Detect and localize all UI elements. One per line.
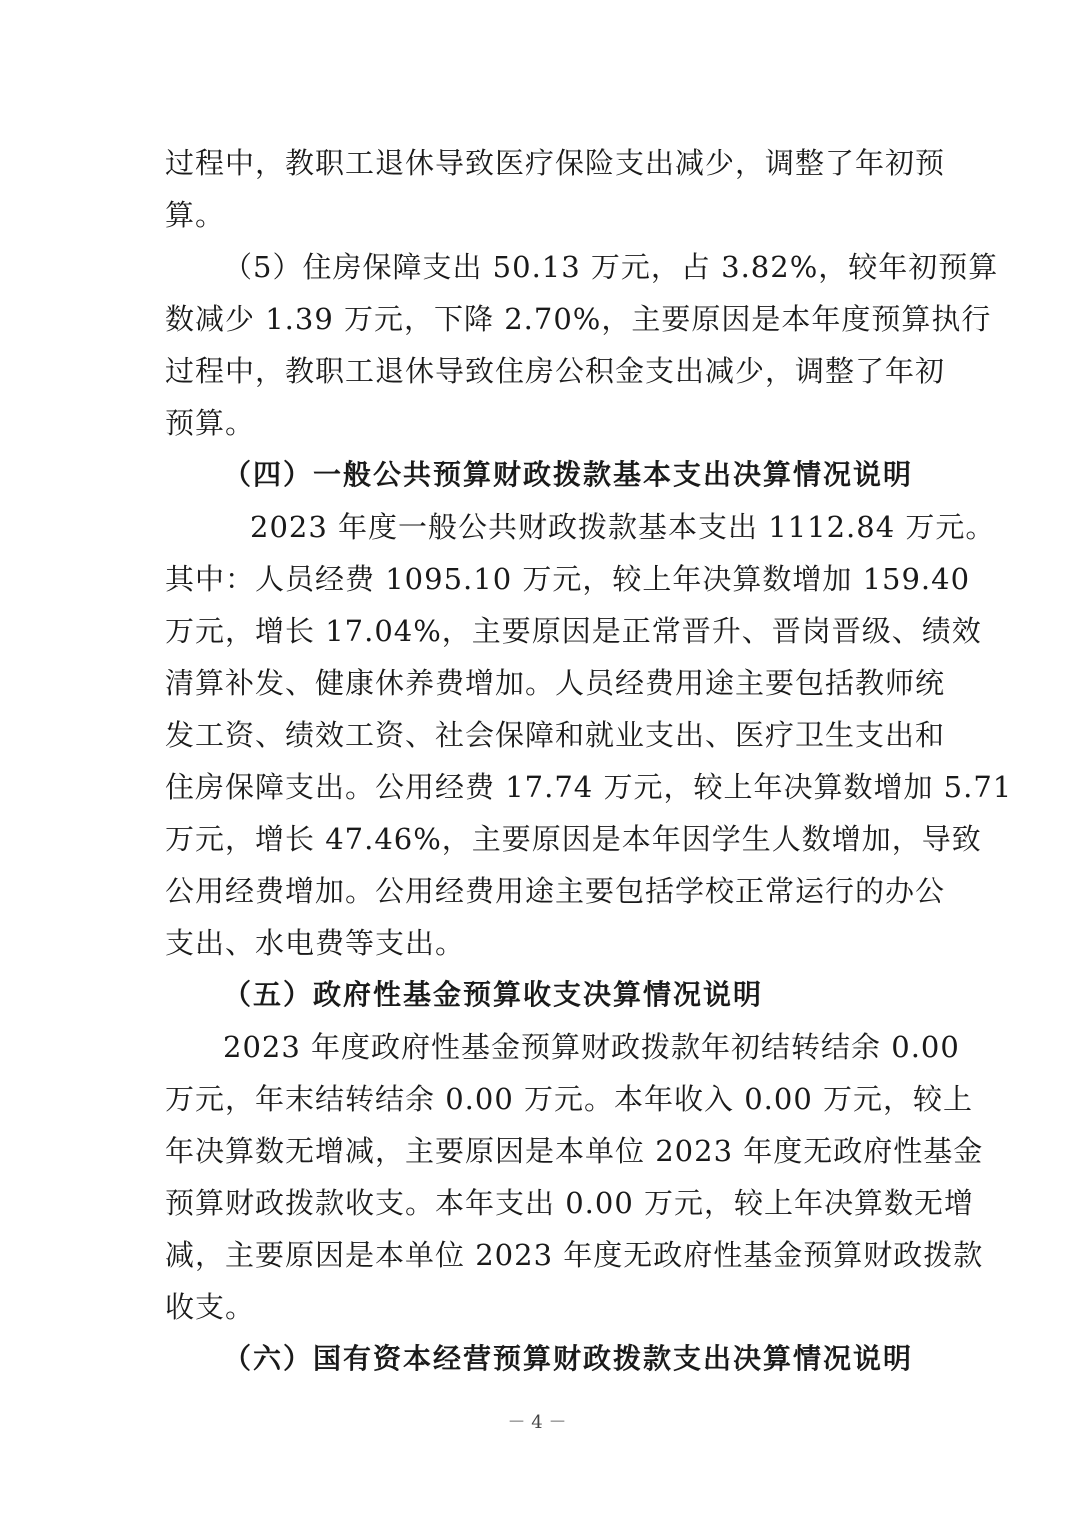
body-line: 2023 年度政府性基金预算财政拨款年初结转结余 0.00 <box>223 1030 960 1064</box>
section-heading-4: （四）一般公共预算财政拨款基本支出决算情况说明 <box>223 458 914 491</box>
body-line: 减，主要原因是本单位 2023 年度无政府性基金预算财政拨款 <box>165 1238 984 1272</box>
section-heading-5: （五）政府性基金预算收支决算情况说明 <box>223 978 764 1011</box>
body-line: 数减少 1.39 万元，下降 2.70%，主要原因是本年度预算执行 <box>165 302 992 336</box>
body-line: （5）住房保障支出 50.13 万元，占 3.82%，较年初预算 <box>223 250 999 284</box>
body-line: 住房保障支出。公用经费 17.74 万元，较上年决算数增加 5.71 <box>165 770 1013 804</box>
body-line: 预算财政拨款收支。本年支出 0.00 万元，较上年决算数无增 <box>165 1186 975 1220</box>
body-line: 预算。 <box>165 406 256 440</box>
body-line: 万元，年末结转结余 0.00 万元。本年收入 0.00 万元，较上 <box>165 1082 974 1116</box>
body-line: 万元，增长 47.46%，主要原因是本年因学生人数增加，导致 <box>165 822 982 856</box>
page-number: － 4 － <box>507 1412 567 1433</box>
section-heading-6: （六）国有资本经营预算财政拨款支出决算情况说明 <box>223 1342 914 1375</box>
body-line: 收支。 <box>165 1290 256 1324</box>
body-line: 其中：人员经费 1095.10 万元，较上年决算数增加 159.40 <box>165 562 971 596</box>
body-line: 过程中，教职工退休导致医疗保险支出减少，调整了年初预 <box>165 146 946 180</box>
body-line: 万元，增长 17.04%，主要原因是正常晋升、晋岗晋级、绩效 <box>165 614 982 648</box>
body-line: 清算补发、健康休养费增加。人员经费用途主要包括教师统 <box>165 666 946 700</box>
body-line: 算。 <box>165 198 226 232</box>
body-line: 2023 年度一般公共财政拨款基本支出 1112.84 万元。 <box>250 510 996 544</box>
body-line: 公用经费增加。公用经费用途主要包括学校正常运行的办公 <box>165 874 946 908</box>
body-line: 过程中，教职工退休导致住房公积金支出减少，调整了年初 <box>165 354 946 388</box>
body-line: 年决算数无增减，主要原因是本单位 2023 年度无政府性基金 <box>165 1134 984 1168</box>
body-line: 发工资、绩效工资、社会保障和就业支出、医疗卫生支出和 <box>165 718 946 752</box>
body-line: 支出、水电费等支出。 <box>165 926 466 960</box>
